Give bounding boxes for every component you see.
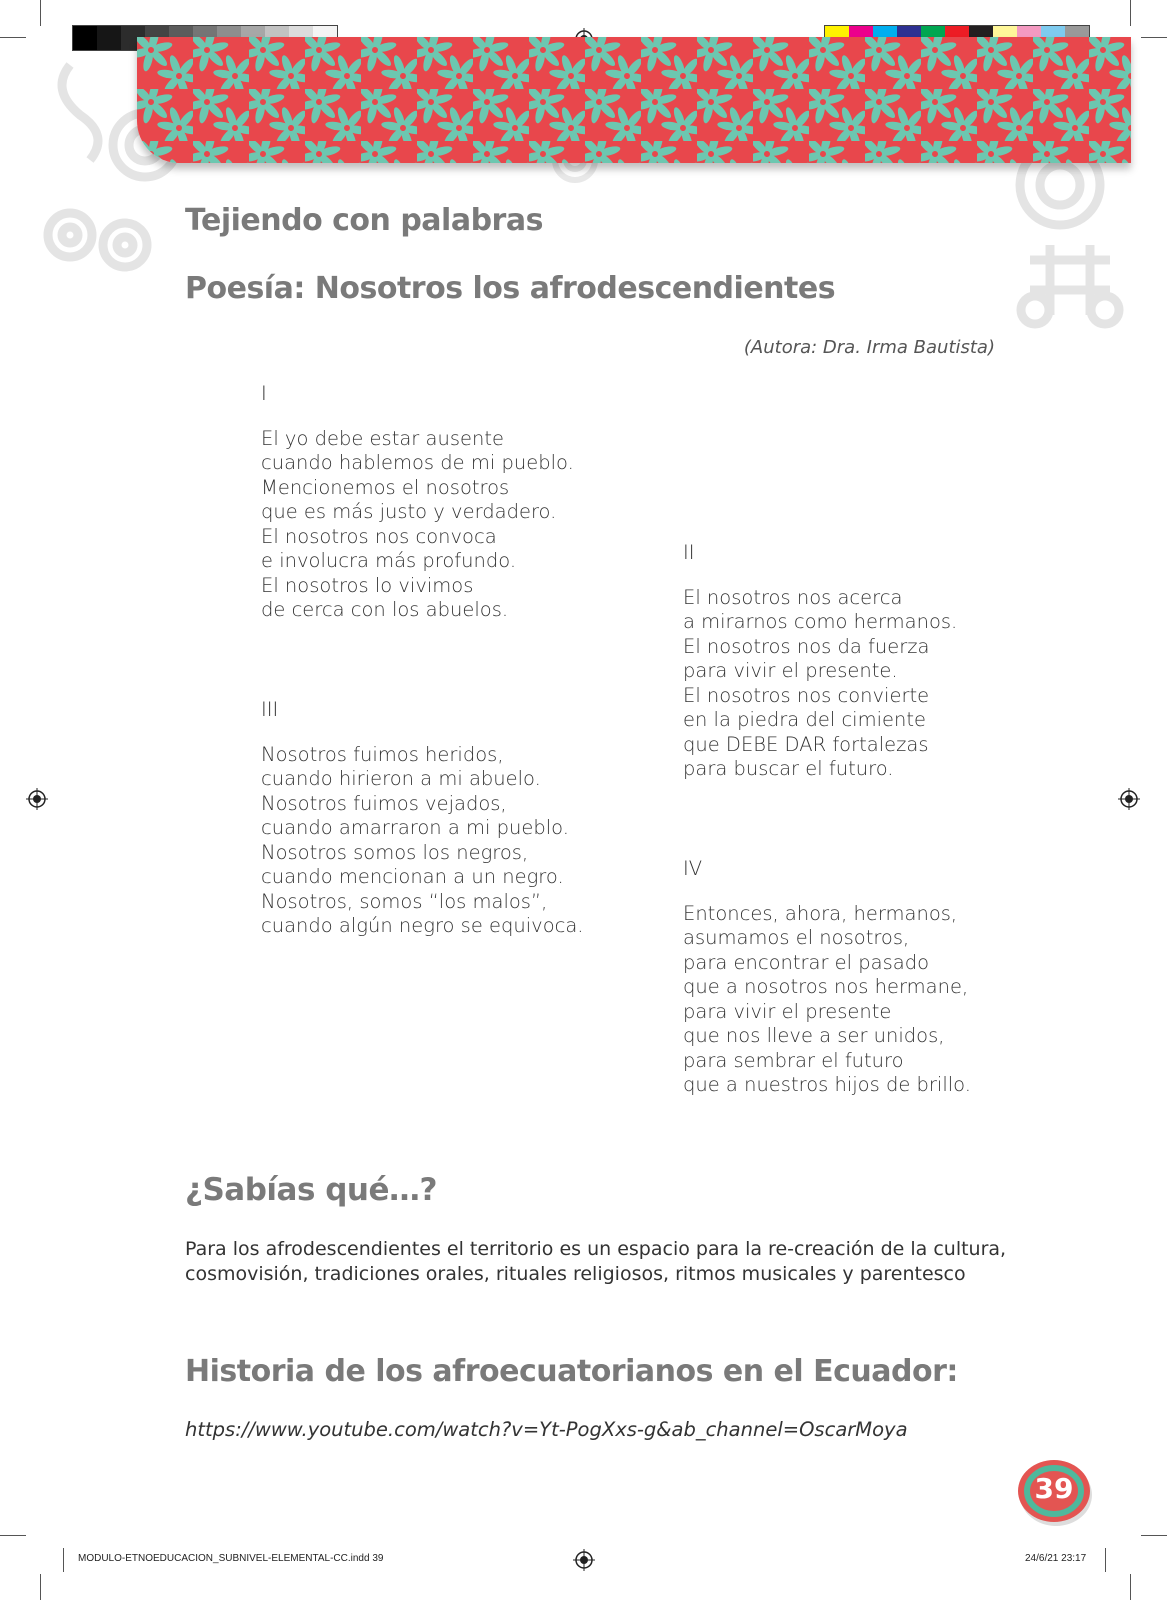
poem-line: para encontrar el pasado [683, 950, 930, 974]
stanza-number: IV [683, 857, 703, 880]
flower-pattern [137, 37, 1131, 163]
page-number: 39 [1034, 1472, 1074, 1505]
decorative-banner [137, 37, 1131, 163]
poem-line: de cerca con los abuelos. [261, 598, 509, 621]
poem-line: Entonces, ahora, hermanos, [683, 901, 958, 925]
poem-line: asumamos el nosotros, [683, 926, 910, 949]
poem-line: que a nuestros hijos de brillo. [683, 1073, 971, 1096]
poem-line: cuando algún negro se equivoca. [261, 914, 584, 937]
poem-line: para vivir el presente. [683, 659, 898, 682]
poem-line: El nosotros nos acerca [683, 585, 903, 609]
poem-line: Nosotros somos los negros, [261, 840, 529, 864]
poem-title: Poesía: Nosotros los afrodescendientes [185, 271, 836, 306]
historia-heading: Historia de los afroecuatorianos en el Ecuador: [185, 1354, 958, 1389]
poem-line: cuando amarraron a mi pueblo. [261, 816, 569, 839]
crop-mark [1130, 0, 1131, 26]
poem-line: que a nosotros nos hermane, [683, 975, 969, 998]
stanza-2 [683, 541, 957, 782]
crop-mark [1130, 1574, 1131, 1600]
crop-mark [0, 37, 26, 38]
stanza-4 [683, 857, 971, 1098]
page-title: Tejiendo con palabras [185, 203, 543, 238]
video-link[interactable]: https://www.youtube.com/watch?v=Yt-PogXxs-g&ab_channel=OscarMoya [185, 1418, 908, 1441]
poem-line: El yo debe estar ausente [261, 426, 504, 450]
stanza-3 [261, 698, 584, 939]
poem-line: a mirarnos como hermanos. [683, 610, 958, 633]
registration-mark-icon [26, 788, 48, 810]
stanza-number: I [261, 382, 267, 405]
stanza-number: II [683, 541, 695, 564]
footer-date: 24/6/21 23:17 [1025, 1553, 1087, 1564]
crop-mark [63, 1548, 64, 1572]
poem-line: Nosotros fuimos vejados, [261, 791, 507, 815]
poem-line: Nosotros fuimos heridos, [261, 742, 504, 766]
registration-mark-icon [573, 1549, 595, 1571]
page-number-badge [1016, 1455, 1096, 1529]
sabias-text-line: cosmovisión, tradiciones orales, rituales religiosos, ritmos musicales y parentesco [185, 1263, 966, 1285]
poem-line: en la piedra del cimiente [683, 708, 926, 731]
poem-line: cuando hirieron a mi abuelo. [261, 767, 541, 790]
stanza-1 [261, 382, 574, 623]
stanza-number: III [261, 698, 279, 721]
poem-line: Mencionemos el nosotros [261, 475, 510, 499]
poem-line: para vivir el presente [683, 999, 892, 1023]
poem-line: El nosotros nos da fuerza [683, 634, 930, 658]
poem-line: El nosotros nos convierte [683, 683, 930, 707]
poem-line: cuando hablemos de mi pueblo. [261, 451, 574, 474]
poem-line: Nosotros, somos “los malos”, [261, 889, 548, 913]
poem-line: que nos lleve a ser unidos, [683, 1024, 945, 1047]
sabias-text-line: Para los afrodescendientes el territorio es un espacio para la re-creación de la cultura, [185, 1238, 1007, 1260]
spiral-ornament-icon [1000, 150, 1140, 340]
crop-mark [40, 0, 41, 26]
sabias-heading: ¿Sabías qué…? [185, 1172, 437, 1208]
poem-line: El nosotros lo vivimos [261, 573, 474, 597]
crop-mark [1141, 37, 1167, 38]
poem-line: e involucra más profundo. [261, 549, 517, 572]
poem-author: (Autora: Dra. Irma Bautista) [743, 337, 995, 358]
crop-mark [40, 1574, 41, 1600]
poem-line: para buscar el futuro. [683, 757, 894, 780]
sabias-text [185, 1237, 1015, 1287]
crop-mark [1141, 1535, 1167, 1536]
poem-line: para sembrar el futuro [683, 1048, 904, 1072]
poem-line: que es más justo y verdadero. [261, 500, 557, 523]
poem-line: El nosotros nos convoca [261, 524, 497, 548]
footer-filename: MODULO-ETNOEDUCACION_SUBNIVEL-ELEMENTAL-CC.indd 39 [78, 1553, 384, 1564]
poem-line: que DEBE DAR fortalezas [683, 732, 929, 756]
registration-mark-icon [1118, 788, 1140, 810]
crop-mark [1105, 1548, 1106, 1572]
poem-line: cuando mencionan a un negro. [261, 865, 564, 888]
crop-mark [0, 1535, 26, 1536]
